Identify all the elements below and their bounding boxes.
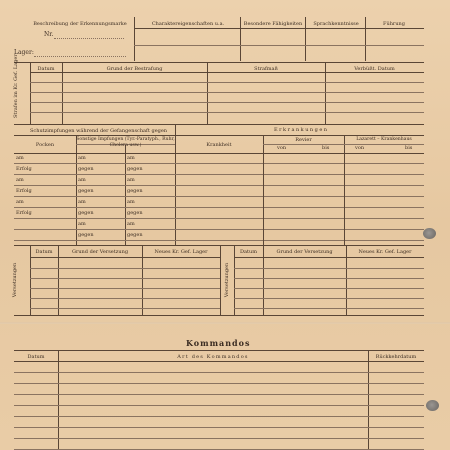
impfung-row-line [14,174,175,175]
versetzungen-right-side-label: Versetzungen [224,262,230,298]
versetzungen-left-divider [30,245,31,315]
lazarett-von: von [355,145,365,151]
punch-hole [423,228,436,239]
header-divider [305,17,306,61]
strafen-row-line [30,92,424,93]
impfung-cell: am [16,177,24,183]
lager-label: Lager: [14,49,34,56]
erkrankungen-col-lazarett: Lazarett – Krankenhaus [356,137,412,142]
revier-von: von [277,145,287,151]
versetzungen-bottom-line [14,315,424,316]
versetzungen-left-col-grund: Grund der Versetzung [71,249,129,255]
impfung-cell: gegen [127,166,143,172]
versetzungen-right-divider [346,245,347,315]
strafen-col-strafmass: Strafmaß [254,66,278,72]
kommando-row-line [14,438,424,439]
versetzungen-left-side-label: Versetzungen [12,262,18,298]
versetzungen-left-divider [58,245,59,315]
erkrankungen-sub-line [263,144,424,145]
strafen-side-label: Strafen im Kr. Gef. Lager [13,54,19,118]
erkrankungen-title: Erkrankungen [274,127,329,133]
kommandos-col-datum: Datum [27,354,45,360]
strafen-header-line [30,72,424,73]
impfung-cell: am [16,155,24,161]
versetzungen-left-col-lager: Neues Kr. Gef. Lager [154,249,208,255]
erkrankungen-divider [263,135,264,245]
strafen-col-datum: Datum [37,66,55,72]
impfung-cell: am [78,221,86,227]
header-row-line [134,45,424,46]
kommandos-top-line [14,350,424,351]
erkrankungen-divider [344,135,345,245]
kommandos-divider [368,350,369,450]
erkrankung-row-line [175,185,424,186]
header-col-fuehrung: Führung [383,21,405,27]
erkrankung-row-line [175,163,424,164]
header-divider [240,17,241,61]
impfung-cell: am [127,177,135,183]
impfung-cell: Erfolg [16,210,32,216]
strafen-top-line [14,62,424,63]
impfung-cell: gegen [78,166,94,172]
header-divider [134,17,135,61]
erkrankung-row-line [175,174,424,175]
impfung-cell: gegen [78,188,94,194]
impfung-cell: am [78,177,86,183]
impfungen-title: Schutzimpfungen während der Gefangenschaft gegen [30,128,168,134]
impfung-cell: am [127,155,135,161]
versetzung-row-line [234,268,424,269]
kommando-row-line [14,394,424,395]
nr-field-line [54,38,124,39]
revier-bis: bis [322,145,330,151]
impfung-row-line [14,229,175,230]
strafen-row-line [30,82,424,83]
versetzungen-left-col-datum: Datum [35,249,53,255]
strafen-row-line [30,102,424,103]
versetzungen-right-divider [263,245,264,315]
impfung-cell: gegen [78,232,94,238]
impfung-cell: am [16,199,24,205]
erkrankungen-header-bottom [175,153,424,154]
versetzung-row-line [234,308,424,309]
strafen-row-line [30,112,424,113]
lager-field-line [34,56,126,57]
header-divider [365,17,366,61]
kommandos-title: Kommandos [186,338,251,348]
impfungen-col-sonstige: Sonstige Impfungen (Tyr.-Paratyph., Ruhr, Cholera usw.) [76,137,175,148]
erkrankungen-col-krankheit: Krankheit [206,142,232,148]
paper-fold [0,322,450,324]
impfung-cell: am [127,199,135,205]
impfung-cell: am [78,155,86,161]
kommando-row-line [14,383,424,384]
erkrankung-row-line [175,196,424,197]
lazarett-bis: bis [405,145,413,151]
kommandos-col-art: Art des Kommandos [177,354,249,360]
kommando-row-line [14,405,424,406]
impfung-row-line [14,207,175,208]
versetzung-row-line [234,298,424,299]
strafen-bottom-line [14,124,424,125]
versetzungen-right-col-grund: Grund der Versetzung [276,249,333,255]
kommandos-col-rueckkehr: Rückkehrdatum [375,354,417,360]
versetzung-row-line [30,288,220,289]
impfung-cell: gegen [127,210,143,216]
impfung-row-line [14,185,175,186]
versetzung-row-line [30,298,220,299]
impfung-cell: am [78,199,86,205]
versetzungen-right-col-datum: Datum [240,249,257,255]
versetzung-row-line [30,278,220,279]
versetzungen-right-col-lager: Neues Kr. Gef. Lager [358,249,412,255]
impfung-row-line [14,196,175,197]
header-col-erkennungsmarke: Beschreibung der Erkennungsmarke [33,21,127,27]
impfung-cell: am [127,221,135,227]
nr-label: Nr. [44,31,54,38]
impfung-row-line [14,163,175,164]
impfung-cell: gegen [127,232,143,238]
kommandos-divider [58,350,59,450]
strafen-col-grund: Grund der Bestrafung [106,66,163,72]
versetzung-row-line [234,278,424,279]
impfung-cell: gegen [78,210,94,216]
kommando-row-line [14,427,424,428]
impfung-row-line [14,240,175,241]
erkrankung-row-line [175,229,424,230]
header-col-sprachen: Sprachkenntnisse [313,21,359,27]
kommando-row-line [14,416,424,417]
kommando-row-line [14,372,424,373]
versetzungen-right-divider [234,245,235,315]
erkrankung-row-line [175,218,424,219]
impfung-cell: Erfolg [16,166,32,172]
impfungen-col-pocken: Pocken [35,142,55,148]
erkrankung-row-line [175,207,424,208]
punch-hole [426,400,439,411]
versetzung-row-line [30,308,220,309]
impfungen-bottom-line [14,245,424,246]
erkrankungen-col-revier: Revier [295,137,312,143]
header-col-charakter: Charaktereigenschaften u.a. [151,21,225,27]
strafen-col-verbuesst: Verbüßt. Datum [354,66,395,72]
header-col-faehigkeiten: Besondere Fähigkeiten [243,21,303,27]
impfung-cell: gegen [127,188,143,194]
header-top-line [134,28,424,29]
kommandos-header-line [14,361,424,362]
versetzungen-left-divider [142,245,143,315]
erkrankung-row-line [175,240,424,241]
impfung-row-line [14,218,175,219]
impfung-cell: Erfolg [16,188,32,194]
versetzungen-left-divider [220,245,221,315]
versetzung-row-line [30,268,220,269]
versetzung-row-line [234,288,424,289]
impfungen-header-bottom [14,153,175,154]
